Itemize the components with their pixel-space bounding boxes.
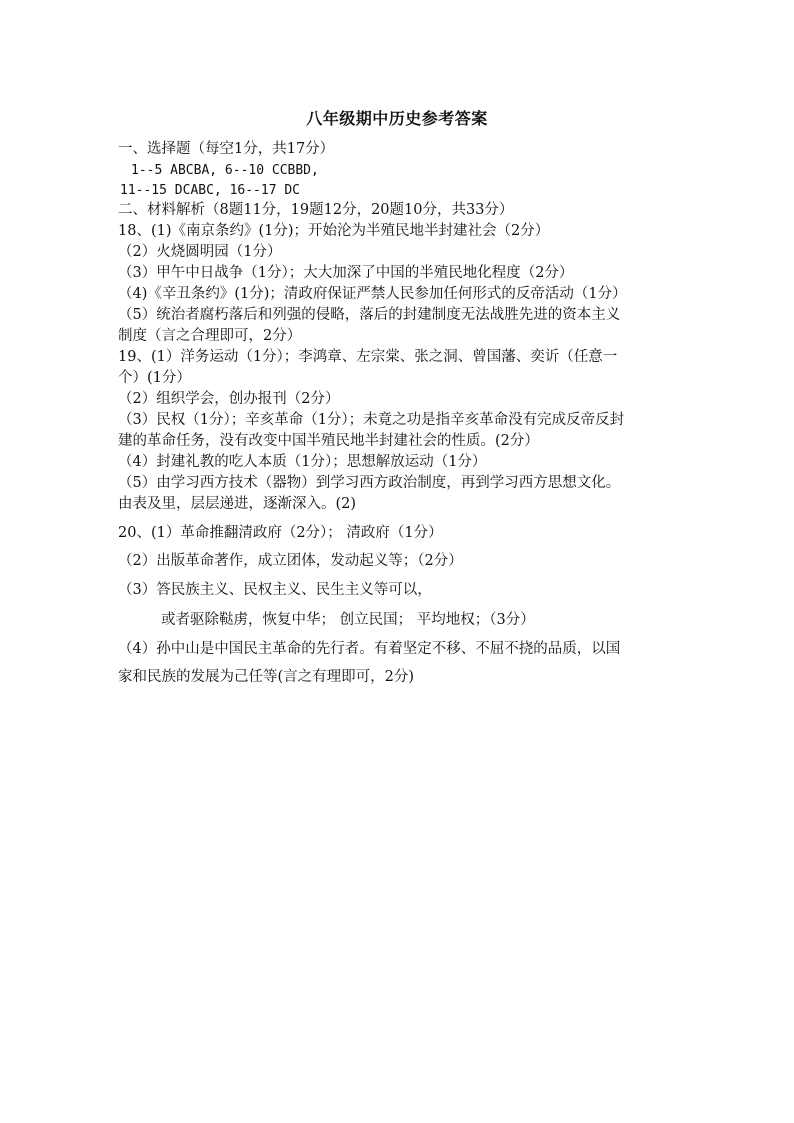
q18-part1: 18、(1)《南京条约》(1分)；开始沦为半殖民地半封建社会（2分）: [118, 223, 550, 239]
q19-part1-line2: 个）(1分）: [118, 370, 191, 386]
q19-part3-line1: （3）民权（1分）；辛亥革命（1分）；未竟之功是指辛亥革命没有完成反帝反封: [118, 412, 625, 428]
q18-part5-line2: 制度（言之合理即可，2分）: [118, 328, 302, 344]
choice-answers-line-2: 11--15 DCABC, 16--17 DC: [120, 183, 301, 198]
q18-part2: （2）火烧圆明园（1分）: [118, 244, 282, 260]
choice-answers-line-1: 1--5 ABCBA, 6--10 CCBBD,: [131, 163, 319, 178]
q19-part1-line1: 19、(1）洋务运动（1分）；李鸿章、左宗棠、张之洞、曾国藩、奕䜣（任意一: [118, 349, 618, 365]
q18-part5-line1: （5）统治者腐朽落后和列强的侵略，落后的封建制度无法战胜先进的资本主义: [118, 307, 621, 323]
q18-part3: （3）甲午中日战争（1分）；大大加深了中国的半殖民地化程度（2分）: [118, 265, 574, 281]
q19-part4: （4）封建礼教的吃人本质（1分）；思想解放运动（1分）: [118, 454, 487, 470]
q19-part5-line1: （5）由学习西方技术（器物）到学习西方政治制度，再到学习西方思想文化。: [118, 475, 621, 491]
q20-part4-line1: （4）孙中山是中国民主革命的先行者。有着坚定不移、不屈不挠的品质，以国: [118, 641, 621, 657]
q19-part2: （2）组织学会，创办报刊（2分）: [118, 391, 340, 407]
q19-part3-line2: 建的革命任务，没有改变中国半殖民地半封建社会的性质。(2分）: [118, 433, 539, 449]
section-2-heading: 二、材料解析（8题11分，19题12分，20题10分，共33分）: [118, 202, 514, 218]
q20-part2: （2）出版革命著作，成立团体，发动起义等；（2分）: [118, 553, 463, 569]
q20-part1: 20、(1）革命推翻清政府（2分）； 清政府（1分）: [118, 525, 443, 541]
document-title: 八年级期中历史参考答案: [306, 109, 488, 128]
q20-part3-line2: 或者驱除鞑虏，恢复中华； 创立民国； 平均地权；（3分）: [161, 612, 535, 628]
q20-part3-line1: （3）答民族主义、民权主义、民生主义等可以，: [118, 582, 432, 598]
q18-part4: （4)《辛丑条约》(1分)；清政府保证严禁人民参加任何形式的反帝活动（1分）: [118, 286, 627, 302]
q19-part5-line2: 由表及里，层层递进，逐渐深入。(2): [118, 496, 357, 512]
q20-part4-line2: 家和民族的发展为己任等(言之有理即可，2分): [118, 669, 415, 685]
section-1-heading: 一、选择题（每空1分，共17分）: [118, 141, 335, 157]
